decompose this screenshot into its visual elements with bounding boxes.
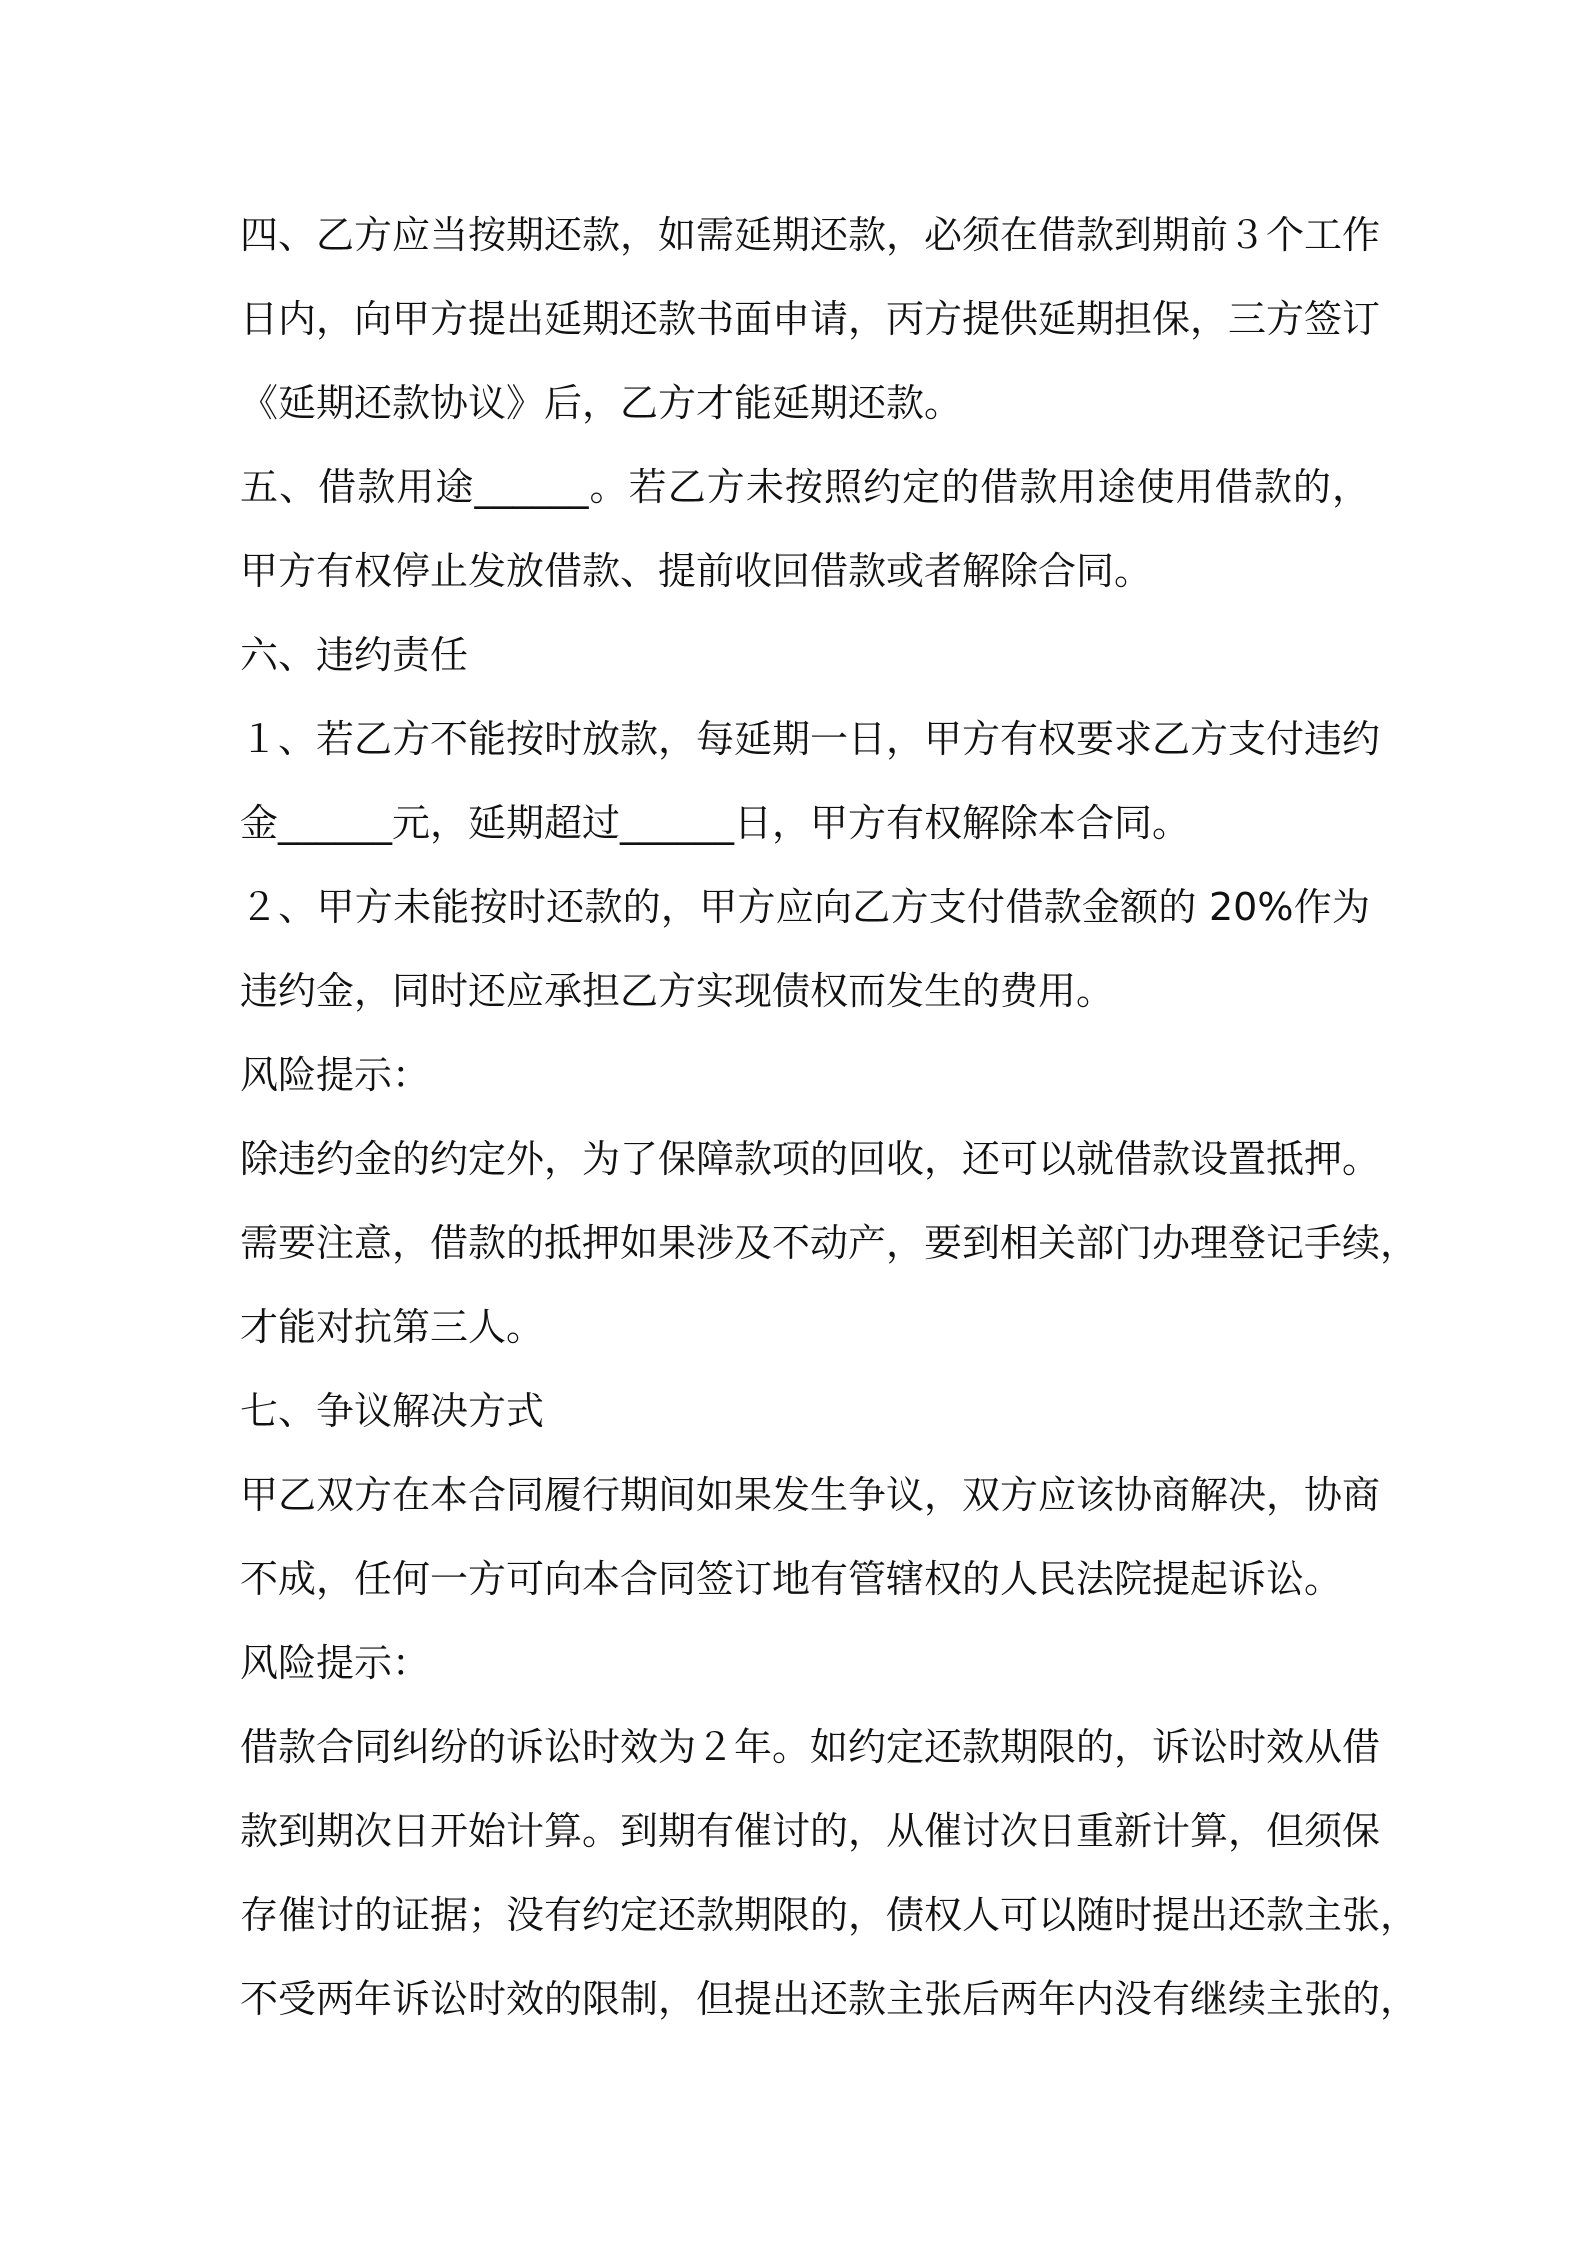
clause-6-2-line-1: ２、甲方未能按时还款的，甲方应向乙方支付借款金额的 20%作为	[240, 885, 1370, 929]
risk-tip-1-line-3: 才能对抗第三人。	[240, 1305, 545, 1349]
clause-6-1-line-2: 金______元，延期超过______日，甲方有权解除本合同。	[240, 801, 1191, 845]
clause-4-line-2: 日内，向甲方提出延期还款书面申请，丙方提供延期担保，三方签订	[240, 297, 1381, 341]
clause-5-line-1: 五、借款用途______。若乙方未按照约定的借款用途使用借款的，	[240, 465, 1370, 509]
risk-tip-2-line-1: 借款合同纠纷的诉讼时效为２年。如约定还款期限的，诉讼时效从借	[240, 1725, 1381, 1769]
clause-6-1-line-1: １、若乙方不能按时放款，每延期一日，甲方有权要求乙方支付违约	[240, 717, 1381, 761]
clause-5-line-2: 甲方有权停止发放借款、提前收回借款或者解除合同。	[240, 549, 1153, 593]
section-7-heading: 七、争议解决方式	[240, 1389, 545, 1433]
risk-tip-heading-2: 风险提示：	[240, 1641, 431, 1685]
document-body	[240, 193, 1419, 2041]
risk-tip-2-line-3: 存催讨的证据；没有约定还款期限的，债权人可以随时提出还款主张，	[240, 1893, 1419, 1937]
risk-tip-2-line-4: 不受两年诉讼时效的限制，但提出还款主张后两年内没有继续主张的，	[240, 1977, 1419, 2021]
risk-tip-1-line-1: 除违约金的约定外，为了保障款项的回收，还可以就借款设置抵押。	[240, 1137, 1381, 1181]
clause-6-2-line-2: 违约金，同时还应承担乙方实现债权而发生的费用。	[240, 969, 1115, 1013]
risk-tip-1-line-2: 需要注意，借款的抵押如果涉及不动产，要到相关部门办理登记手续，	[240, 1221, 1419, 1265]
clause-4-line-1: 四、乙方应当按期还款，如需延期还款，必须在借款到期前３个工作	[240, 213, 1381, 257]
clause-4-line-3: 《延期还款协议》后，乙方才能延期还款。	[240, 381, 963, 425]
risk-tip-2-line-2: 款到期次日开始计算。到期有催讨的，从催讨次日重新计算，但须保	[240, 1809, 1381, 1853]
section-6-heading: 六、违约责任	[240, 633, 469, 677]
clause-7-line-1: 甲乙双方在本合同履行期间如果发生争议，双方应该协商解决，协商	[240, 1473, 1381, 1517]
risk-tip-heading-1: 风险提示：	[240, 1053, 431, 1097]
clause-7-line-2: 不成，任何一方可向本合同签订地有管辖权的人民法院提起诉讼。	[240, 1557, 1343, 1601]
